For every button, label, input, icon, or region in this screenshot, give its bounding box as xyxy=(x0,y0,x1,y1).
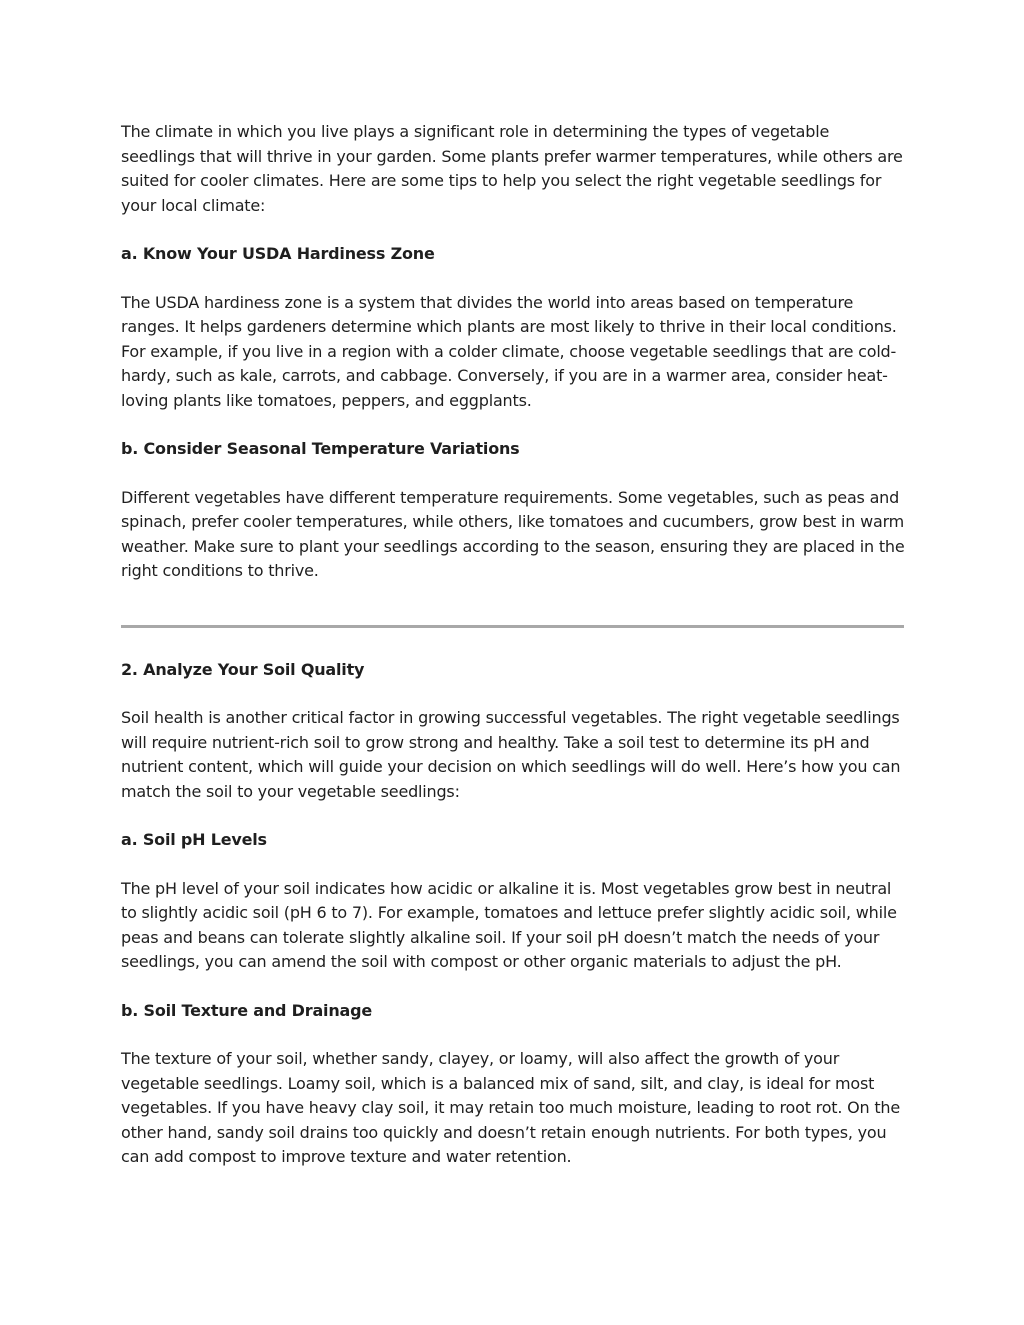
hardiness-zone-paragraph: The USDA hardiness zone is a system that divides the world into areas based on temperature ranges. It helps gardeners determine which plants are most likely to thrive in their local conditions. For example, if you live in a region with a colder climate, choose vegetable seedlings that are cold-hardy, such as kale, carrots, and cabbage. Conversely, if you are in a warmer area, consider heat-loving plants like tomatoes, peppers, and eggplants. xyxy=(121,292,897,410)
hardiness-zone-heading: a. Know Your USDA Hardiness Zone xyxy=(121,244,435,263)
soil-ph-heading: a. Soil pH Levels xyxy=(121,830,267,849)
climate-intro-paragraph: The climate in which you live plays a significant role in determining the types of vegetable seedlings that will thrive in your garden. Some plants prefer warmer temperatures, while others are suited for cooler climates. Here are some tips to help you select the right vegetable seedlings for your local climate: xyxy=(121,122,903,215)
soil-quality-intro-paragraph: Soil health is another critical factor in growing successful vegetables. The right vegetable seedlings will require nutrient-rich soil to grow strong and healthy. Take a soil test to determine its pH and nutrient content, which will guide your decision on which seedlings will do well. Here’s how you can match the soil to your vegetable seedlings: xyxy=(121,708,901,801)
seasonal-variations-heading: b. Consider Seasonal Temperature Variations xyxy=(121,439,520,458)
soil-texture-paragraph: The texture of your soil, whether sandy, clayey, or loamy, will also affect the growth of your vegetable seedlings. Loamy soil, which is a balanced mix of sand, silt, and clay, is ideal for most vegetables. If you have heavy clay soil, it may retain too much moisture, leading to root rot. On the other hand, sandy soil drains too quickly and doesn’t retain enough nutrients. For both types, you can add compost to improve texture and water retention. xyxy=(121,1049,901,1166)
soil-quality-heading: 2. Analyze Your Soil Quality xyxy=(121,659,365,679)
seasonal-variations-paragraph: Different vegetables have different temperature requirements. Some vegetables, such as peas and spinach, prefer cooler temperatures, while others, like tomatoes and cucumbers, grow best in warm weather. Make sure to plant your seedlings according to the season, ensuring they are placed in the right conditions to thrive. xyxy=(121,487,905,580)
document-page xyxy=(121,120,905,1170)
soil-texture-heading: b. Soil Texture and Drainage xyxy=(121,1000,373,1020)
soil-ph-paragraph: The pH level of your soil indicates how acidic or alkaline it is. Most vegetables grow best in neutral to slightly acidic soil (pH 6 to 7). For example, tomatoes and lettuce prefer slightly acidic soil, while peas and beans can tolerate slightly alkaline soil. If your soil pH doesn’t match the needs of your seedlings, you can amend the soil with compost or other organic materials to adjust the pH. xyxy=(121,878,897,971)
